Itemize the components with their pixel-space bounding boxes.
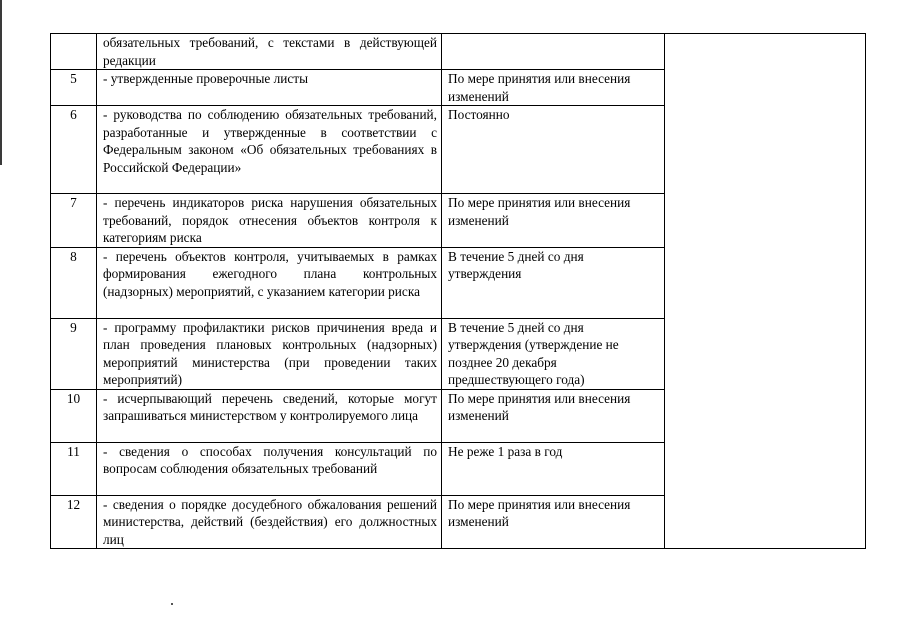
row-term: В течение 5 дней со дня утверждения (утверждение не позднее 20 декабря предшествующего года)	[442, 318, 665, 389]
row-term: По мере принятия или внесения изменений	[442, 194, 665, 248]
row-term: По мере принятия или внесения изменений	[442, 389, 665, 442]
table-row	[51, 34, 866, 70]
row-term: Постоянно	[442, 106, 665, 194]
row-description: обязательных требований, с текстами в действующей редакции	[97, 34, 442, 70]
row-description: - перечень индикаторов риска нарушения обязательных требований, порядок отнесения объектов контроля к категориям риска	[97, 194, 442, 248]
scan-dot	[171, 603, 173, 605]
scan-edge-mark	[0, 0, 2, 165]
measures-table	[50, 33, 866, 549]
row-number: 12	[51, 495, 97, 549]
row-description: - перечень объектов контроля, учитываемых в рамках формирования ежегодного плана контрольных (надзорных) мероприятий, с указанием категории риска	[97, 247, 442, 318]
row-number: 5	[51, 70, 97, 106]
row-number: 6	[51, 106, 97, 194]
row-term: Не реже 1 раза в год	[442, 442, 665, 495]
row-number: 11	[51, 442, 97, 495]
row-number: 7	[51, 194, 97, 248]
row-term	[442, 34, 665, 70]
row-term: В течение 5 дней со дня утверждения	[442, 247, 665, 318]
row-description: - утвержденные проверочные листы	[97, 70, 442, 106]
empty-column	[665, 34, 866, 549]
row-number: 10	[51, 389, 97, 442]
document-page	[50, 33, 866, 549]
row-number	[51, 34, 97, 70]
row-description: - программу профилактики рисков причинения вреда и план проведения плановых контрольных (надзорных) мероприятий министерства (при проведении таких мероприятий)	[97, 318, 442, 389]
row-description: - исчерпывающий перечень сведений, которые могут запрашиваться министерством у контролируемого лица	[97, 389, 442, 442]
row-description: - сведения о способах получения консультаций по вопросам соблюдения обязательных требований	[97, 442, 442, 495]
row-number: 8	[51, 247, 97, 318]
row-term: По мере принятия или внесения изменений	[442, 495, 665, 549]
row-description: - руководства по соблюдению обязательных требований, разработанные и утвержденные в соответствии с Федеральным законом «Об обязательных требованиях в Российской Федерации»	[97, 106, 442, 194]
row-number: 9	[51, 318, 97, 389]
row-term: По мере принятия или внесения изменений	[442, 70, 665, 106]
row-description: - сведения о порядке досудебного обжалования решений министерства, действий (бездействия) его должностных лиц	[97, 495, 442, 549]
